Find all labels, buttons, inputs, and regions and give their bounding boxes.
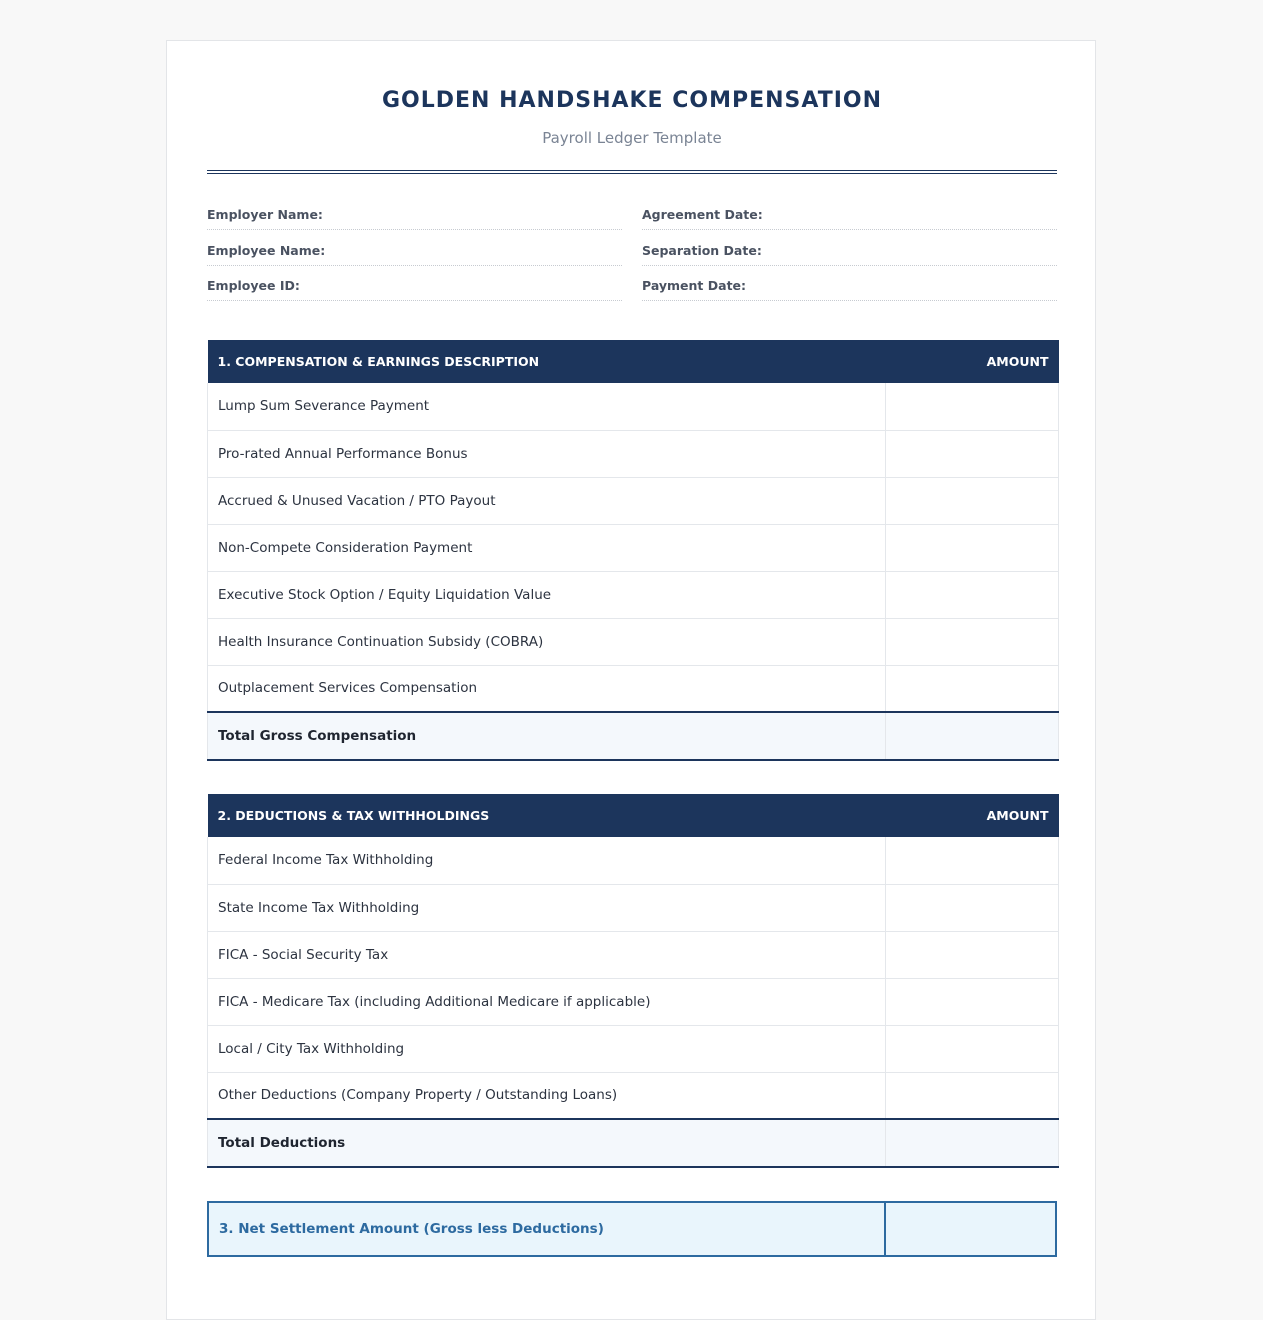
compensation-item-label: Pro-rated Annual Performance Bonus — [208, 430, 886, 477]
payment-date-label: Payment Date: — [642, 278, 747, 293]
table-row — [208, 477, 1059, 524]
deductions-total-label: Total Deductions — [208, 1119, 886, 1167]
deductions-heading: 2. DEDUCTIONS & TAX WITHHOLDINGS — [208, 794, 886, 837]
page-content — [207, 41, 1057, 1297]
table-row — [208, 383, 1059, 430]
agreement-date-field[interactable] — [642, 201, 1057, 230]
compensation-total-amount[interactable] — [886, 712, 1059, 760]
page-subtitle: Payroll Ledger Template — [542, 129, 722, 147]
net-settlement-label: 3. Net Settlement Amount (Gross less Deductions) — [219, 1221, 604, 1237]
table-row — [208, 430, 1059, 477]
deduction-amount-cell[interactable] — [886, 1072, 1059, 1119]
compensation-total-label: Total Gross Compensation — [208, 712, 886, 760]
deduction-item-label: FICA - Social Security Tax — [208, 931, 886, 978]
table-row — [208, 837, 1059, 884]
compensation-amount-header: AMOUNT — [886, 340, 1059, 383]
employee-name-label: Employee Name: — [207, 243, 326, 258]
compensation-table — [207, 340, 1059, 761]
deduction-amount-cell[interactable] — [886, 931, 1059, 978]
employee-id-field[interactable] — [207, 272, 622, 301]
table-row — [208, 1072, 1059, 1119]
deductions-table — [207, 794, 1059, 1168]
ledger-page — [166, 40, 1096, 1320]
deduction-amount-cell[interactable] — [886, 1025, 1059, 1072]
deduction-amount-cell[interactable] — [886, 978, 1059, 1025]
compensation-amount-cell[interactable] — [886, 477, 1059, 524]
table-row — [208, 931, 1059, 978]
compensation-item-label: Executive Stock Option / Equity Liquidation Value — [208, 571, 886, 618]
net-settlement-box — [207, 1201, 1057, 1257]
compensation-item-label: Health Insurance Continuation Subsidy (COBRA) — [208, 618, 886, 665]
table-row — [208, 978, 1059, 1025]
compensation-amount-cell[interactable] — [886, 524, 1059, 571]
deduction-amount-cell[interactable] — [886, 884, 1059, 931]
separation-date-label: Separation Date: — [642, 243, 762, 258]
compensation-amount-cell[interactable] — [886, 383, 1059, 430]
payment-date-field[interactable] — [642, 272, 1057, 301]
compensation-total-row — [208, 712, 1059, 760]
compensation-item-label: Lump Sum Severance Payment — [208, 383, 886, 430]
deductions-amount-header: AMOUNT — [886, 794, 1059, 837]
compensation-amount-cell[interactable] — [886, 571, 1059, 618]
deduction-item-label: Local / City Tax Withholding — [208, 1025, 886, 1072]
deductions-total-amount[interactable] — [886, 1119, 1059, 1167]
table-row — [208, 618, 1059, 665]
compensation-item-label: Accrued & Unused Vacation / PTO Payout — [208, 477, 886, 524]
compensation-amount-cell[interactable] — [886, 665, 1059, 712]
deduction-amount-cell[interactable] — [886, 837, 1059, 884]
employer-name-field[interactable] — [207, 201, 622, 230]
table-row — [208, 524, 1059, 571]
employee-id-label: Employee ID: — [207, 278, 300, 293]
compensation-header-row — [208, 340, 1059, 383]
deduction-item-label: FICA - Medicare Tax (including Additional Medicare if applicable) — [208, 978, 886, 1025]
deduction-item-label: Other Deductions (Company Property / Outstanding Loans) — [208, 1072, 886, 1119]
deductions-header-row — [208, 794, 1059, 837]
compensation-item-label: Outplacement Services Compensation — [208, 665, 886, 712]
net-settlement-amount[interactable] — [886, 1203, 1055, 1255]
table-row — [208, 884, 1059, 931]
compensation-item-label: Non-Compete Consideration Payment — [208, 524, 886, 571]
agreement-date-label: Agreement Date: — [642, 207, 763, 222]
employer-name-label: Employer Name: — [207, 207, 323, 222]
compensation-heading: 1. COMPENSATION & EARNINGS DESCRIPTION — [208, 340, 886, 383]
table-row — [208, 571, 1059, 618]
table-row — [208, 665, 1059, 712]
employee-name-field[interactable] — [207, 237, 622, 266]
compensation-amount-cell[interactable] — [886, 430, 1059, 477]
deductions-total-row — [208, 1119, 1059, 1167]
title-divider — [207, 170, 1057, 174]
separation-date-field[interactable] — [642, 237, 1057, 266]
table-row — [208, 1025, 1059, 1072]
page-title: GOLDEN HANDSHAKE COMPENSATION — [381, 88, 883, 113]
deduction-item-label: Federal Income Tax Withholding — [208, 837, 886, 884]
compensation-amount-cell[interactable] — [886, 618, 1059, 665]
deduction-item-label: State Income Tax Withholding — [208, 884, 886, 931]
